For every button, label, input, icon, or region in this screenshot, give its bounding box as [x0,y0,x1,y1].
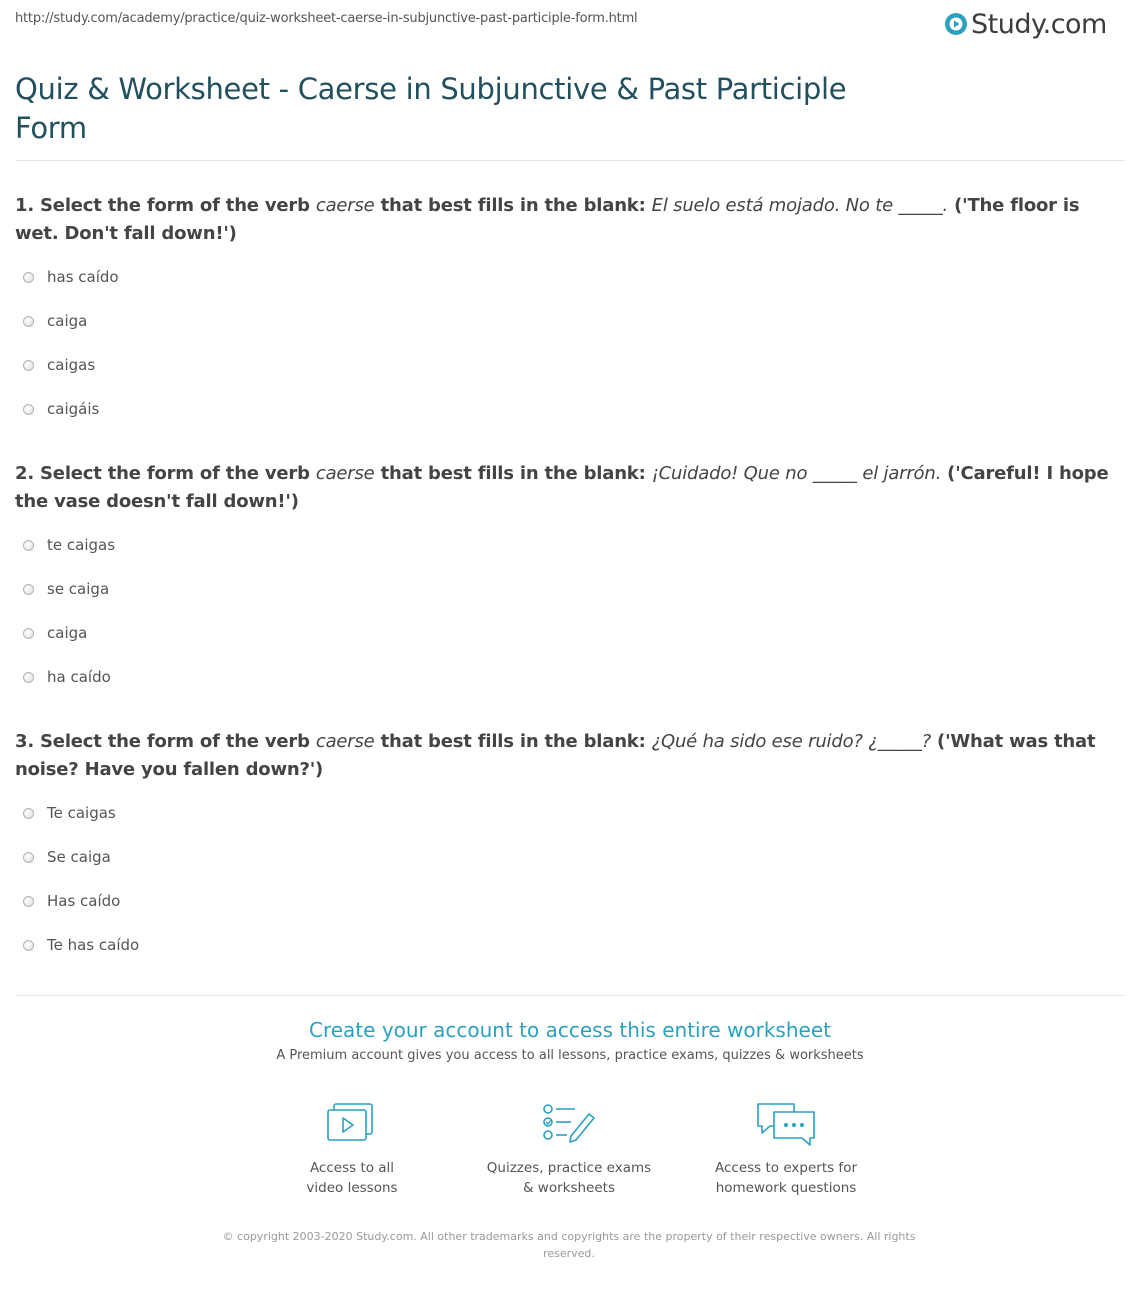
video-lesson-icon [324,1100,380,1148]
question-3 [15,728,1125,784]
option-label: Te has caído [47,936,140,954]
radio-button[interactable] [23,628,34,639]
option-label: ha caído [47,668,111,686]
option-label: se caiga [47,580,110,598]
radio-button[interactable] [23,584,34,595]
quiz-checklist-icon [541,1100,597,1148]
copyright-notice: © copyright 2003-2020 Study.com. All other trademarks and copyrights are the property of their respective owners. All rights reserved. [222,1230,916,1260]
answer-option[interactable] [23,354,95,376]
feature-line-1: Access to all [309,1160,395,1176]
answer-option[interactable] [23,622,87,644]
option-label: Se caiga [47,848,111,866]
feature-line-2: video lessons [306,1180,398,1196]
answer-option[interactable] [23,934,139,956]
question-verb: caerse [315,731,375,752]
question-number: 2. [15,463,34,484]
radio-button[interactable] [23,540,34,551]
option-label: Te caigas [47,804,116,822]
page-url: http://study.com/academy/practice/quiz-worksheet-caerse-in-subjunctive-past-participle-form.html [15,11,638,26]
feature-video-lessons [262,1100,442,1198]
answer-option[interactable] [23,534,115,556]
feature-line-1: Quizzes, practice exams [486,1160,652,1176]
radio-button[interactable] [23,852,34,863]
question-sentence: El suelo está mojado. No te _____. [651,195,949,216]
question-prefix: Select the form of the verb [40,195,310,216]
question-translation: ('What was that noise? Have you fallen down?') [15,731,1096,780]
answer-option[interactable] [23,578,109,600]
page-title: Quiz & Worksheet - Caerse in Subjunctive & Past Participle Form [15,72,847,145]
radio-button[interactable] [23,808,34,819]
feature-line-2: & worksheets [522,1180,615,1196]
chat-bubbles-icon [754,1100,818,1148]
feature-quizzes [479,1100,659,1198]
question-middle: that best fills in the blank: [380,463,646,484]
option-label: Has caído [47,892,121,910]
feature-line-1: Access to experts for [714,1160,857,1176]
question-middle: that best fills in the blank: [380,195,646,216]
question-translation: ('Careful! I hope the vase doesn't fall down!') [15,463,1109,512]
question-sentence: ¿Qué ha sido ese ruido? ¿_____? [651,731,931,752]
feature-line-2: homework questions [715,1180,857,1196]
promo-divider [15,995,1125,996]
radio-button[interactable] [23,404,34,415]
question-number: 3. [15,731,34,752]
answer-option[interactable] [23,666,111,688]
answer-option[interactable] [23,846,111,868]
radio-button[interactable] [23,672,34,683]
option-label: caiga [47,312,88,330]
answer-option[interactable] [23,398,99,420]
play-logo-icon [944,12,968,36]
radio-button[interactable] [23,272,34,283]
question-translation: ('The floor is wet. Don't fall down!') [15,195,1080,244]
answer-option[interactable] [23,802,116,824]
radio-button[interactable] [23,896,34,907]
question-verb: caerse [315,463,375,484]
question-middle: that best fills in the blank: [380,731,646,752]
question-verb: caerse [315,195,375,216]
radio-button[interactable] [23,360,34,371]
answer-option[interactable] [23,266,119,288]
study-logo[interactable] [944,6,1107,42]
question-prefix: Select the form of the verb [40,731,310,752]
option-label: caiga [47,624,88,642]
answer-option[interactable] [23,310,87,332]
create-account-link[interactable]: Create your account to access this entire worksheet [309,1018,831,1042]
logo-text: Study.com [971,8,1107,40]
option-label: caigas [47,356,96,374]
question-2 [15,460,1125,516]
title-divider [15,160,1125,161]
radio-button[interactable] [23,940,34,951]
option-label: te caigas [47,536,116,554]
feature-experts [696,1100,876,1198]
answer-option[interactable] [23,890,120,912]
option-label: caigáis [47,400,100,418]
question-1 [15,192,1125,248]
promo-subtitle: A Premium account gives you access to all lessons, practice exams, quizzes & worksheets [276,1048,864,1063]
option-label: has caído [47,268,119,286]
question-number: 1. [15,195,34,216]
question-sentence: ¡Cuidado! Que no _____ el jarrón. [651,463,942,484]
question-prefix: Select the form of the verb [40,463,310,484]
radio-button[interactable] [23,316,34,327]
